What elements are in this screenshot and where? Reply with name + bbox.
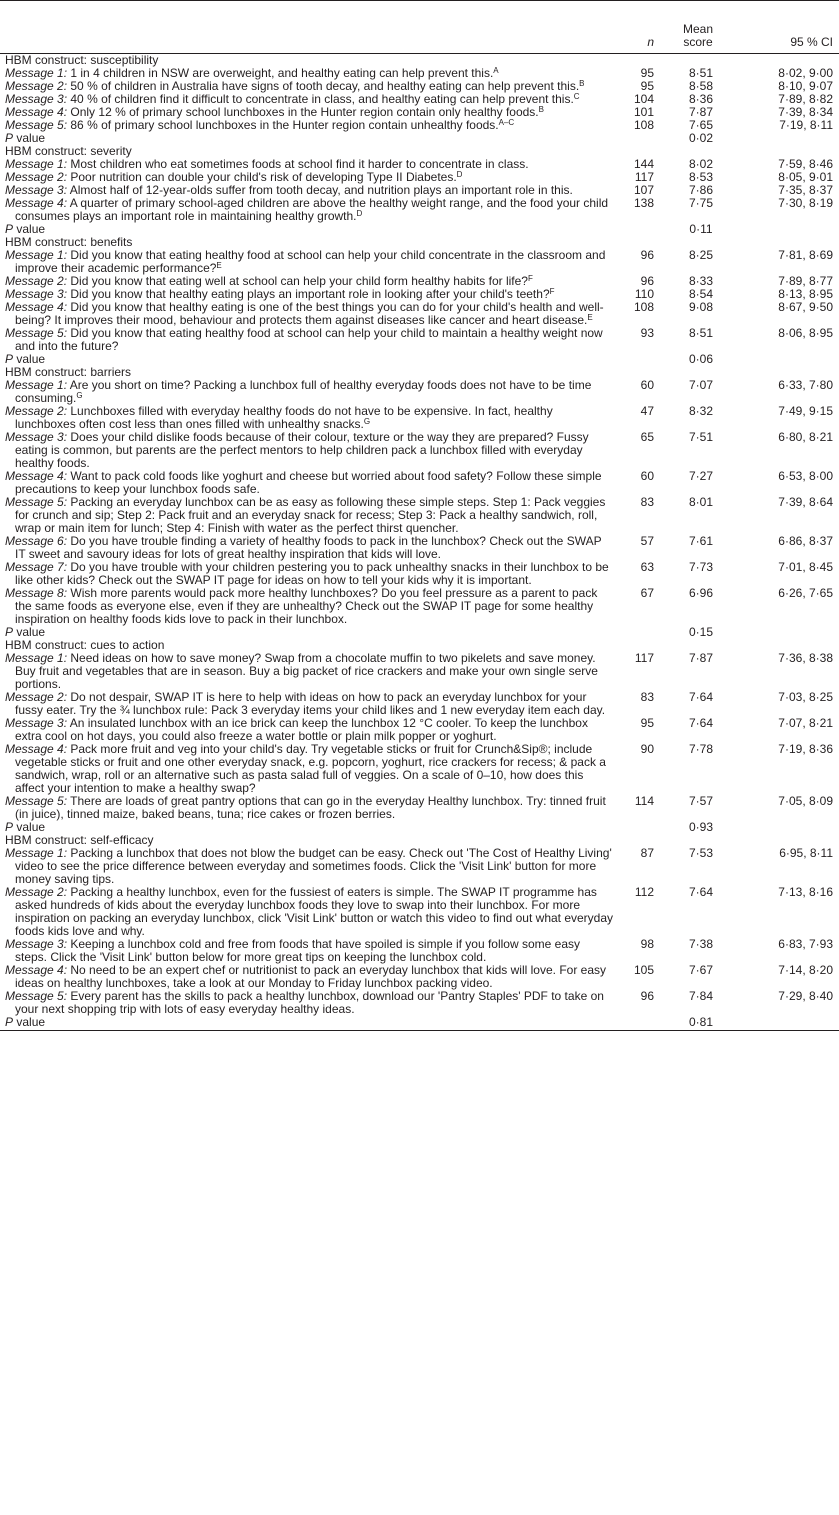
p-value-ci-empty xyxy=(728,626,839,639)
mean-score: 8·33 xyxy=(688,274,714,288)
message-text: Pack more fruit and veg into your child's day. Try vegetable sticks or fruit for Crunch&Sip®; include vegetable sticks or fruit and one other everyday snack, e.g. popcorn, yoghurt, rice crackers for recess; & pack a sandwich, wrap, roll or an alternative such as pasta salad full of veggies. On a scale of 0–10, how does this affect your intention to make a healthy swap? xyxy=(15,742,606,795)
table-row xyxy=(0,535,839,561)
table-row xyxy=(0,379,839,405)
n-value: 105 xyxy=(633,963,654,977)
message-label: Message 1: xyxy=(5,651,68,665)
table-row xyxy=(0,795,839,821)
p-value-ci-empty xyxy=(728,132,839,145)
message-cell xyxy=(0,886,620,938)
message-label: Message 3: xyxy=(5,287,68,301)
confidence-interval: 7·05, 8·09 xyxy=(778,794,833,808)
message-label: Message 5: xyxy=(5,495,68,509)
message-cell xyxy=(0,405,620,431)
message-text: 86 % of primary school lunchboxes in the Hunter region contain unhealthy foods. xyxy=(67,118,499,132)
message-text: There are loads of great pantry options that can go in the everyday Healthy lunchbox. Try: tinned fruit (in juice), tinned maize, baked beans, tuna; rice cakes or frozen berries. xyxy=(15,794,606,821)
footnote-marker: A–C xyxy=(498,118,515,127)
message-label: Message 2: xyxy=(5,170,68,184)
construct-heading: HBM construct: barriers xyxy=(5,365,132,379)
n-value: 96 xyxy=(640,274,654,288)
message-label: Message 1: xyxy=(5,248,68,262)
message-text: Do not despair, SWAP IT is here to help with ideas on how to pack an everyday lunchbox for your fussy eater. Try the ¾ lunchbox rule: Pack 3 everyday items your child likes and 1 new everyday item each day. xyxy=(15,690,606,717)
message-cell xyxy=(0,795,620,821)
mean-score: 8·53 xyxy=(688,170,714,184)
confidence-interval: 6·83, 7·93 xyxy=(778,937,833,951)
message-text: Lunchboxes filled with everyday healthy foods do not have to be expensive. In fact, healthy lunchboxes often cost less than ones filled with unhealthy snacks. xyxy=(15,404,553,431)
message-text: Did you know that eating well at school can help your child form healthy habits for life? xyxy=(67,274,528,288)
n-value: 93 xyxy=(640,326,654,340)
footnote-marker: E xyxy=(216,261,222,270)
message-text: Almost half of 12-year-olds suffer from tooth decay, and nutrition plays an important role in this. xyxy=(67,183,573,197)
table-header-row xyxy=(0,1,839,54)
n-value: 104 xyxy=(633,92,654,106)
p-letter: P xyxy=(5,131,14,145)
message-label: Message 2: xyxy=(5,404,68,418)
footnote-marker: C xyxy=(573,92,580,101)
message-label: Message 6: xyxy=(5,534,68,548)
message-text: An insulated lunchbox with an ice brick can keep the lunchbox 12 °C cooler. To keep the lunchbox extra cool on hot days, you could also freeze a water bottle or plain milk popper or yoghurt. xyxy=(15,716,588,743)
footnote-marker: D xyxy=(456,170,463,179)
n-value: 117 xyxy=(634,651,654,665)
p-value-ci-empty xyxy=(728,353,839,366)
message-text: Only 12 % of primary school lunchboxes in the Hunter region contain only healthy foods. xyxy=(67,105,539,119)
confidence-interval: 7·19, 8·36 xyxy=(778,742,833,756)
p-letter: P xyxy=(5,222,14,236)
n-value: 108 xyxy=(633,300,654,314)
message-label: Message 3: xyxy=(5,716,68,730)
message-cell xyxy=(0,301,620,327)
header-message-column xyxy=(0,1,620,54)
n-value: 67 xyxy=(640,586,654,600)
message-label: Message 5: xyxy=(5,989,68,1003)
n-value: 96 xyxy=(640,248,654,262)
footnote-marker: D xyxy=(356,209,363,218)
p-value-word: value xyxy=(13,352,46,366)
message-cell xyxy=(0,847,620,886)
mean-score: 8·36 xyxy=(688,92,714,106)
message-text: A quarter of primary school-aged children are above the healthy weight range, and the food your child consumes plays an important role in maintaining healthy growth. xyxy=(15,196,609,223)
mean-score: 7·07 xyxy=(688,378,714,392)
message-cell xyxy=(0,938,620,964)
message-text: Keeping a lunchbox cold and free from foods that have spoiled is simple if you follow some easy steps. Click the 'Visit Link' button below for more great tips on keeping the lunchbox cold. xyxy=(15,937,580,964)
n-value: 101 xyxy=(633,105,654,119)
footnote-marker: G xyxy=(76,391,83,400)
table-row xyxy=(0,847,839,886)
message-cell xyxy=(0,119,620,132)
message-cell xyxy=(0,743,620,795)
n-value: 87 xyxy=(640,846,654,860)
confidence-interval: 6·26, 7·65 xyxy=(778,586,833,600)
table-row xyxy=(0,717,839,743)
message-cell xyxy=(0,535,620,561)
message-text: Does your child dislike foods because of their colour, texture or the way they are prepared? Fussy eating is common, but parents are the perfect mentors to help children pack a lunchbox filled with everyday healthy foods. xyxy=(15,430,589,470)
message-label: Message 4: xyxy=(5,196,68,210)
message-label: Message 4: xyxy=(5,300,68,314)
message-cell xyxy=(0,990,620,1016)
n-value: 112 xyxy=(634,885,654,899)
confidence-interval: 7·36, 8·38 xyxy=(778,651,833,665)
p-value: 0·15 xyxy=(688,625,714,639)
header-ci: 95 % CI xyxy=(728,1,839,54)
message-label: Message 4: xyxy=(5,105,68,119)
table-row xyxy=(0,431,839,470)
message-text: Do you have trouble with your children pestering you to pack unhealthy snacks in their lunchbox to be like other kids? Check out the SWAP IT page for ideas on how to tell your kids why it is important. xyxy=(15,560,609,587)
table-row xyxy=(0,197,839,223)
message-text: No need to be an expert chef or nutritionist to pack an everyday lunchbox that kids will love. For easy ideas on healthy lunchboxes, take a look at our Monday to Friday lunchbox packing video. xyxy=(15,963,607,990)
mean-score: 7·65 xyxy=(688,118,714,132)
p-value-ci-empty xyxy=(728,223,839,236)
confidence-interval: 6·86, 8·37 xyxy=(778,534,833,548)
construct-heading: HBM construct: benefits xyxy=(5,235,133,249)
mean-score: 7·57 xyxy=(688,794,714,808)
mean-score: 7·38 xyxy=(688,937,714,951)
table-row xyxy=(0,938,839,964)
mean-score: 7·61 xyxy=(688,534,714,548)
n-value: 47 xyxy=(640,404,654,418)
confidence-interval: 6·33, 7·80 xyxy=(778,378,833,392)
p-letter: P xyxy=(5,625,14,639)
message-cell xyxy=(0,249,620,275)
p-value: 0·81 xyxy=(662,1016,728,1031)
message-text: Want to pack cold foods like yoghurt and cheese but worried about food safety? Follow these simple precautions to keep your lunchbox foods safe. xyxy=(15,469,602,496)
header-n: n xyxy=(620,1,662,54)
p-value-empty xyxy=(620,132,662,145)
mean-score: 8·51 xyxy=(688,326,714,340)
mean-score: 7·75 xyxy=(688,196,714,210)
mean-score: 7·78 xyxy=(688,742,714,756)
mean-score: 8·32 xyxy=(688,404,714,418)
table-row xyxy=(0,496,839,535)
confidence-interval: 7·30, 8·19 xyxy=(778,196,833,210)
n-value: 90 xyxy=(640,742,654,756)
confidence-interval: 7·49, 9·15 xyxy=(778,404,833,418)
confidence-interval: 7·29, 8·40 xyxy=(778,989,833,1003)
table-row xyxy=(0,743,839,795)
mean-score: 7·87 xyxy=(688,651,714,665)
n-value: 98 xyxy=(640,937,654,951)
footnote-marker: E xyxy=(587,313,593,322)
message-label: Message 3: xyxy=(5,937,68,951)
message-cell xyxy=(0,964,620,990)
mean-score: 7·67 xyxy=(688,963,714,977)
table-row xyxy=(0,470,839,496)
n-value: 107 xyxy=(633,183,654,197)
mean-score: 7·64 xyxy=(688,885,714,899)
mean-score: 7·53 xyxy=(688,846,714,860)
confidence-interval: 7·14, 8·20 xyxy=(778,963,833,977)
confidence-interval: 8·06, 8·95 xyxy=(778,326,833,340)
footnote-marker: A xyxy=(493,66,499,75)
confidence-interval: 7·07, 8·21 xyxy=(778,716,833,730)
mean-score: 7·51 xyxy=(688,430,714,444)
message-text: Packing a healthy lunchbox, even for the fussiest of eaters is simple. The SWAP IT programme has asked hundreds of kids about the everyday lunchbox foods they love to swap into their lunchbox. For more inspiration on packing an everyday lunchbox, click 'Visit Link' button or watch this video to find out what everyday foods kids love and why. xyxy=(15,885,614,938)
mean-score: 8·51 xyxy=(688,66,714,80)
confidence-interval: 7·35, 8·37 xyxy=(778,183,833,197)
message-text: 50 % of children in Australia have signs of tooth decay, and healthy eating can help prevent this. xyxy=(67,79,580,93)
footnote-marker: B xyxy=(579,79,585,88)
p-value-ci-empty xyxy=(728,1016,839,1031)
n-value: 83 xyxy=(640,690,654,704)
table-row xyxy=(0,886,839,938)
table-row xyxy=(0,119,839,132)
message-label: Message 1: xyxy=(5,378,68,392)
mean-score: 8·25 xyxy=(688,248,714,262)
message-text: Need ideas on how to save money? Swap from a chocolate muffin to two pikelets and save money. Buy fruit and vegetables that are in season. Buy a big packet of rice crackers and make your own single serve portions. xyxy=(15,651,598,691)
n-value: 60 xyxy=(640,469,654,483)
confidence-interval: 7·19, 8·11 xyxy=(779,118,833,132)
message-text: Poor nutrition can double your child's risk of developing Type II Diabetes. xyxy=(67,170,457,184)
message-label: Message 5: xyxy=(5,118,68,132)
mean-score: 7·86 xyxy=(688,183,714,197)
message-cell xyxy=(0,379,620,405)
table-row xyxy=(0,301,839,327)
confidence-interval: 6·80, 8·21 xyxy=(778,430,833,444)
confidence-interval: 8·10, 9·07 xyxy=(778,79,833,93)
message-cell xyxy=(0,717,620,743)
n-value: 60 xyxy=(640,378,654,392)
message-cell xyxy=(0,431,620,470)
confidence-interval: 8·02, 9·00 xyxy=(778,66,833,80)
message-cell xyxy=(0,470,620,496)
n-value: 95 xyxy=(640,79,654,93)
message-label: Message 3: xyxy=(5,183,68,197)
message-label: Message 3: xyxy=(5,430,68,444)
footnote-marker: F xyxy=(549,287,555,296)
construct-heading: HBM construct: severity xyxy=(5,144,132,158)
message-cell xyxy=(0,496,620,535)
mean-score: 7·84 xyxy=(688,989,714,1003)
confidence-interval: 7·89, 8·77 xyxy=(778,274,833,288)
message-cell xyxy=(0,587,620,626)
table-row xyxy=(0,587,839,626)
mean-score: 7·64 xyxy=(688,690,714,704)
p-letter: P xyxy=(5,820,14,834)
message-text: Every parent has the skills to pack a healthy lunchbox, download our 'Pantry Staples' PDF to take on your next shopping trip with lots of easy everyday healthy ideas. xyxy=(15,989,604,1016)
mean-score: 7·27 xyxy=(688,469,714,483)
message-label: Message 2: xyxy=(5,885,68,899)
p-value-empty xyxy=(620,626,662,639)
n-value: 117 xyxy=(634,170,654,184)
confidence-interval: 8·13, 8·95 xyxy=(778,287,833,301)
table-row xyxy=(0,990,839,1016)
confidence-interval: 8·67, 9·50 xyxy=(778,300,833,314)
mean-score: 8·02 xyxy=(688,157,714,171)
p-value-word: value xyxy=(13,820,46,834)
message-label: Message 4: xyxy=(5,742,68,756)
p-value-word: value xyxy=(13,625,46,639)
message-label: Message 2: xyxy=(5,79,68,93)
message-text: Did you know that eating healthy food at school can help your child to maintain a healthy weight now and into the future? xyxy=(15,326,603,353)
message-cell xyxy=(0,652,620,691)
message-cell xyxy=(0,691,620,717)
header-mean-score: Mean score xyxy=(662,1,728,54)
p-value-empty xyxy=(620,821,662,834)
confidence-interval: 8·05, 9·01 xyxy=(778,170,833,184)
p-letter: P xyxy=(5,1015,14,1029)
p-value-ci-empty xyxy=(728,821,839,834)
p-value-row xyxy=(0,1016,839,1031)
message-text: Did you know that healthy eating is one of the best things you can do for your child's health and well-being? It improves their mood, behaviour and protects them against diseases like cancer and heart disease. xyxy=(15,300,604,327)
table-row xyxy=(0,561,839,587)
confidence-interval: 6·95, 8·11 xyxy=(779,846,833,860)
n-value: 110 xyxy=(634,287,654,301)
confidence-interval: 7·39, 8·64 xyxy=(778,495,833,509)
message-label: Message 4: xyxy=(5,963,68,977)
n-value: 144 xyxy=(633,157,654,171)
message-text: 1 in 4 children in NSW are overweight, and healthy eating can help prevent this. xyxy=(67,66,494,80)
table-row xyxy=(0,405,839,431)
confidence-interval: 7·39, 8·34 xyxy=(778,105,833,119)
confidence-interval: 6·53, 8·00 xyxy=(778,469,833,483)
table-row xyxy=(0,249,839,275)
p-value-label xyxy=(0,1016,620,1031)
n-value: 57 xyxy=(640,534,654,548)
n-value: 65 xyxy=(640,430,654,444)
p-value-empty xyxy=(620,353,662,366)
message-label: Message 8: xyxy=(5,586,68,600)
n-value: 108 xyxy=(633,118,654,132)
message-label: Message 2: xyxy=(5,690,68,704)
message-cell xyxy=(0,327,620,353)
message-text: Did you know that eating healthy food at school can help your child concentrate in the classroom and improve their academic performance? xyxy=(15,248,606,275)
message-label: Message 5: xyxy=(5,326,68,340)
footnote-marker: F xyxy=(527,274,533,283)
message-label: Message 5: xyxy=(5,794,68,808)
confidence-interval: 7·89, 8·82 xyxy=(778,92,833,106)
table-row xyxy=(0,327,839,353)
message-text: Packing an everyday lunchbox can be as easy as following these simple steps. Step 1: Pack veggies for crunch and sip; Step 2: Pack fruit and an everyday snack for recess; Step 3: Pack a healthy sandwich, roll, wrap or main item for lunch; Step 4: Finish with water as the perfect thirst quencher. xyxy=(15,495,606,535)
construct-heading-row xyxy=(0,54,839,68)
footnote-marker: B xyxy=(538,105,544,114)
n-value: 83 xyxy=(640,495,654,509)
mean-score: 7·73 xyxy=(688,560,714,574)
message-label: Message 1: xyxy=(5,157,68,171)
message-cell xyxy=(0,197,620,223)
p-value: 0·06 xyxy=(688,352,714,366)
mean-score: 6·96 xyxy=(688,586,714,600)
mean-score: 8·58 xyxy=(688,79,714,93)
p-value: 0·02 xyxy=(688,131,714,145)
confidence-interval: 7·01, 8·45 xyxy=(778,560,833,574)
table-row xyxy=(0,964,839,990)
p-value-empty xyxy=(620,223,662,236)
confidence-interval: 7·59, 8·46 xyxy=(778,157,833,171)
message-label: Message 1: xyxy=(5,66,68,80)
confidence-interval: 7·13, 8·16 xyxy=(778,885,833,899)
p-letter: P xyxy=(5,352,14,366)
message-text: 40 % of children find it difficult to concentrate in class, and healthy eating can help prevent this. xyxy=(67,92,574,106)
message-text: Wish more parents would pack more healthy lunchboxes? Do you feel pressure as a parent to pack the same foods as everyone else, even if they are unhealthy? Check out the SWAP IT page for some healthy inspiration on healthy foods kids love to pack in their lunchbox. xyxy=(15,586,598,626)
message-label: Message 3: xyxy=(5,92,68,106)
message-text: Do you have trouble finding a variety of healthy foods to pack in the lunchbox? Check out the SWAP IT sweet and savoury ideas for lots of great healthy inspiration that kids will love. xyxy=(15,534,602,561)
construct-heading: HBM construct: cues to action xyxy=(5,638,165,652)
mean-score: 7·87 xyxy=(688,105,714,119)
message-label: Message 1: xyxy=(5,846,68,860)
message-text: Did you know that healthy eating plays an important role in looking after your child's teeth? xyxy=(67,287,550,301)
footnote-marker: G xyxy=(363,417,371,426)
n-value: 63 xyxy=(640,560,654,574)
p-value-word: value xyxy=(13,131,46,145)
p-value-word: value xyxy=(13,222,46,236)
n-value: 95 xyxy=(640,66,654,80)
p-value: 0·93 xyxy=(688,820,714,834)
mean-score: 7·64 xyxy=(688,716,714,730)
message-label: Message 4: xyxy=(5,469,68,483)
message-text: Packing a lunchbox that does not blow the budget can be easy. Check out 'The Cost of Healthy Living' video to see the price difference between everyday and sometimes foods. Click the 'Visit Link' button for more money saving tips. xyxy=(15,846,612,886)
construct-heading: HBM construct: self-efficacy xyxy=(5,833,154,847)
message-text: Most children who eat sometimes foods at school find it harder to concentrate in class. xyxy=(67,157,529,171)
confidence-interval: 7·81, 8·69 xyxy=(778,248,833,262)
message-label: Message 7: xyxy=(5,560,68,574)
p-value: 0·11 xyxy=(689,222,713,236)
p-value-empty xyxy=(620,1016,662,1031)
n-value: 96 xyxy=(640,989,654,1003)
table-row xyxy=(0,652,839,691)
p-value-word: value xyxy=(13,1015,46,1029)
table-body xyxy=(0,54,839,1031)
table-row xyxy=(0,691,839,717)
n-value: 114 xyxy=(634,794,654,808)
n-value: 95 xyxy=(640,716,654,730)
message-text: Are you short on time? Packing a lunchbox full of healthy everyday foods does not have to be time consuming. xyxy=(15,378,592,405)
mean-score: 8·01 xyxy=(688,495,714,509)
n-value: 138 xyxy=(633,196,654,210)
message-label: Message 2: xyxy=(5,274,68,288)
construct-heading: HBM construct: susceptibility xyxy=(5,53,159,67)
message-cell xyxy=(0,561,620,587)
mean-score: 9·08 xyxy=(688,300,714,314)
mean-score: 8·54 xyxy=(688,287,714,301)
confidence-interval: 7·03, 8·25 xyxy=(778,690,833,704)
